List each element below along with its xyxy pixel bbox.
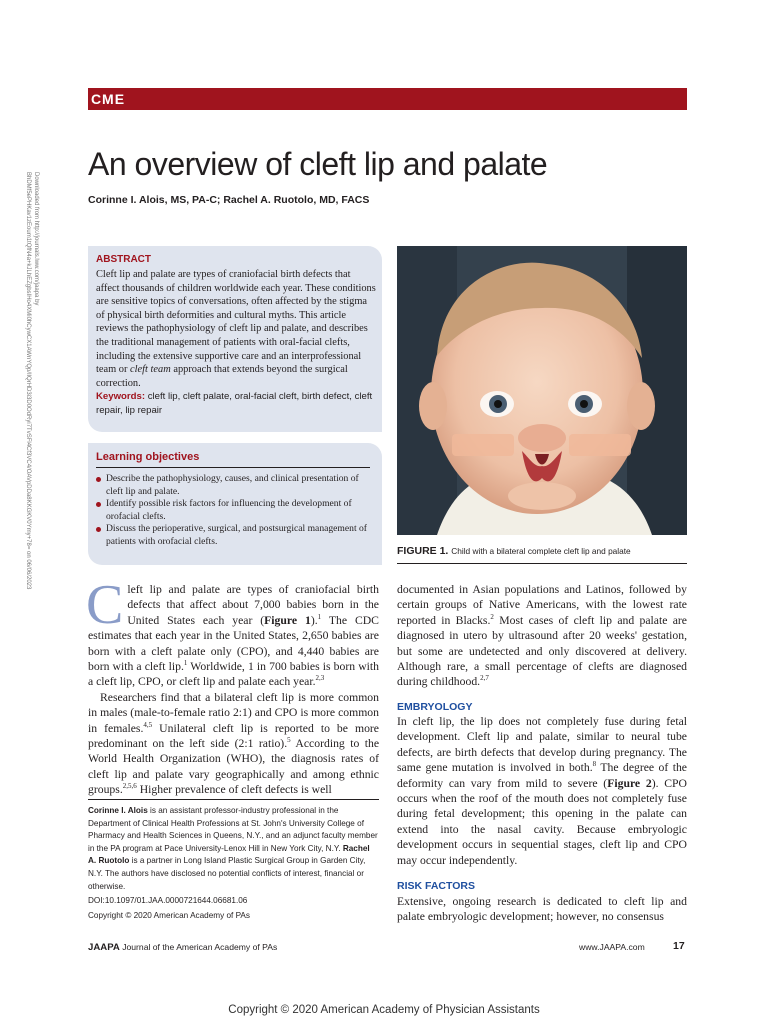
- keywords-list: cleft lip, cleft palate, oral-facial cleft, birth defect, cleft repair, lip repair: [96, 391, 373, 416]
- text-run: left lip and palate are types of craniofacial birth defects that affect about 7,000 babies born in the United States each year (: [127, 583, 379, 627]
- text-run: Worldwide, 1 in 700 babies is born with a cleft lip, CPO, or cleft lip and palate each year.: [88, 660, 379, 689]
- author-name: Rachel A. Ruotolo: [88, 843, 370, 866]
- objective-text: Identify possible risk factors for influencing the development of orofacial clefts.: [106, 498, 352, 522]
- citation-ref[interactable]: 2,3: [315, 674, 325, 683]
- objective-text: Describe the pathophysiology, causes, and clinical presentation of cleft lip and palate.: [106, 473, 359, 497]
- journal-footer: [88, 941, 277, 954]
- learning-objectives-rule: [96, 467, 370, 468]
- cme-badge: CME: [90, 91, 126, 107]
- learning-objectives-list: [96, 473, 372, 549]
- child-portrait-illustration: [397, 246, 687, 535]
- citation-ref[interactable]: 1: [183, 659, 188, 668]
- copyright-note: Copyright © 2020 American Academy of PAs: [88, 911, 250, 920]
- figure-ref-link[interactable]: Figure 2: [607, 776, 652, 790]
- abstract-text-part: approach that extends beyond the surgical correction.: [96, 364, 348, 389]
- body-column-left: [86, 574, 380, 798]
- text-run: Unilateral cleft lip is reported to be more predominant on the left side (2:1 ratio).: [88, 721, 379, 751]
- body-paragraph: [397, 714, 687, 868]
- text-run: The CDC estimates that each year in the United States, 2,650 babies are born with a cleft palate only (CPO), and 4,440 babies are born with a cleft lip.: [88, 613, 379, 674]
- risk-factors-heading: RISK FACTORS: [397, 880, 475, 892]
- page-number: 17: [673, 940, 685, 952]
- text-run: Researchers find that a bilateral cleft lip is more common in males (male-to-female ratio 2:1) and CPO is more common in females.: [88, 690, 379, 735]
- citation-ref[interactable]: 5: [287, 736, 291, 745]
- abstract-text: [96, 268, 376, 418]
- abstract-italic-term: cleft team: [130, 364, 171, 376]
- keywords-label: Keywords:: [96, 391, 146, 403]
- objective-item: [96, 523, 372, 548]
- text-run: is an assistant professor-industry professional in the Department of Clinical Health Professions at St. John's University College of Pharmacy and Health Sciences in Queens, N.Y., and an adjunct faculty member in the PA program at Pace University-Lenox Hill in New York City, N.Y.: [88, 806, 378, 853]
- doi-text[interactable]: DOI:10.1097/01.JAA.0000721644.06681.06: [88, 896, 248, 905]
- figure-label: FIGURE 1.: [397, 545, 449, 557]
- objective-item: [96, 473, 372, 498]
- text-run: ).: [310, 613, 318, 627]
- text-run: is a partner in Long Island Plastic Surgical Group in Garden City, N.Y. The authors have disclosed no potential conflicts of interest, financial or otherwise.: [88, 856, 366, 891]
- embryology-heading: EMBRYOLOGY: [397, 701, 473, 713]
- learning-objectives-heading: Learning objectives: [96, 451, 200, 463]
- abstract-heading: ABSTRACT: [96, 254, 151, 265]
- journal-url-link[interactable]: www.JAAPA.com: [579, 942, 645, 952]
- body-paragraph: [86, 574, 379, 690]
- figure-1-photo: [397, 246, 687, 535]
- body-paragraph: [88, 690, 379, 798]
- figure-1-caption: [397, 544, 631, 558]
- bullet-icon: [96, 527, 101, 532]
- figure-ref-link[interactable]: Figure 1: [264, 613, 311, 627]
- download-note-text: Downloaded from http://journals.lww.com/jaapa by BhDMf5ePHKav1zEoum1tQfN4a+kJLhEZgbsIHo4XMi0hCywCX1AWnYQp/IlQrHD3i3D0OdRyi7TvSFl4Cf3VC4/OAVpDDa8KKGKV0Ymy+78= on 06/06/2023: [25, 172, 39, 590]
- text-run: According to the World Health Organization (WHO), the diagnosis rates of cleft lip and palate vary geographically and among ethnic groups.: [88, 737, 380, 797]
- bullet-icon: [96, 502, 101, 507]
- author-name: Corinne I. Alois: [88, 806, 148, 815]
- drop-cap: C: [86, 574, 124, 636]
- body-paragraph: [397, 894, 687, 925]
- journal-abbreviation: JAAPA: [88, 942, 120, 953]
- bottom-copyright: Copyright © 2020 American Academy of Physician Assistants: [228, 1004, 540, 1016]
- author-notes-rule: [88, 799, 379, 800]
- article-title: An overview of cleft lip and palate: [88, 146, 548, 182]
- author-notes: [88, 805, 379, 893]
- figure-caption-text: Child with a bilateral complete cleft lip and palate: [451, 546, 631, 556]
- risk-factors-section: [397, 894, 687, 925]
- citation-ref[interactable]: 2,5,6: [122, 782, 137, 791]
- citation-ref[interactable]: 4,5: [143, 720, 153, 729]
- figure-caption-rule: [397, 563, 687, 564]
- text-run: Most cases of cleft lip and palate are diagnosed in utero by ultrasound after 20 weeks' gestation, but some are undetected and only discovered at delivery. Although rare, a small percentage of clefts are diagnosed during childhood.: [397, 613, 687, 689]
- body-column-right-top: [397, 582, 687, 690]
- citation-ref[interactable]: 2,7: [480, 674, 489, 683]
- text-run: documented in Asian populations and Latinos, followed by certain groups of Native Americans, with the lowest rate reported in Blacks.: [397, 583, 687, 627]
- bullet-icon: [96, 477, 101, 482]
- text-run: In cleft lip, the lip does not completely fuse during fetal development. Cleft lip and palate, similar to neural tube defects, are birth defects that develop during pregnancy. The same gene mutation is involved in both.: [397, 715, 687, 775]
- objective-text: Discuss the perioperative, surgical, and postsurgical management of patients with orofacial clefts.: [106, 523, 368, 547]
- journal-name: Journal of the American Academy of PAs: [119, 942, 278, 952]
- citation-ref[interactable]: 1: [317, 612, 322, 621]
- article-authors: Corinne I. Alois, MS, PA-C; Rachel A. Ruotolo, MD, FACS: [88, 194, 370, 206]
- cme-banner-bar: [88, 88, 687, 110]
- citation-ref[interactable]: 8: [592, 760, 597, 769]
- objective-item: [96, 498, 372, 523]
- abstract-text-part: Cleft lip and palate are types of craniofacial birth defects that affect thousands of children worldwide each year. These conditions are sensitive topics of conversations, often affected by the stigma of physical birth deformities and cultural myths. This article reviews the pathophysiology of cleft lip and palate, and describes the traditional management of patients with oral-facial clefts, including the extensive supportive care and an interprofessional team or: [96, 269, 376, 376]
- text-run: Extensive, ongoing research is dedicated to cleft lip and palate embryologic development; however, no consensus: [397, 895, 687, 924]
- author-affiliations: [88, 805, 379, 893]
- text-run: Higher prevalence of cleft defects is well: [136, 783, 332, 797]
- text-run: The degree of the deformity can vary from mild to severe (: [397, 761, 687, 790]
- download-margin-note: [18, 172, 42, 642]
- citation-ref[interactable]: 2: [490, 612, 494, 621]
- embryology-section: [397, 714, 687, 868]
- body-paragraph: [397, 582, 687, 690]
- text-run: ). CPO occurs when the roof of the mouth does not completely fuse during fetal development; this opening in the palate can extend into the nasal cavity. Because embryologic development occurs in sequential stages, cleft lip and CPO may occur independently.: [397, 776, 687, 867]
